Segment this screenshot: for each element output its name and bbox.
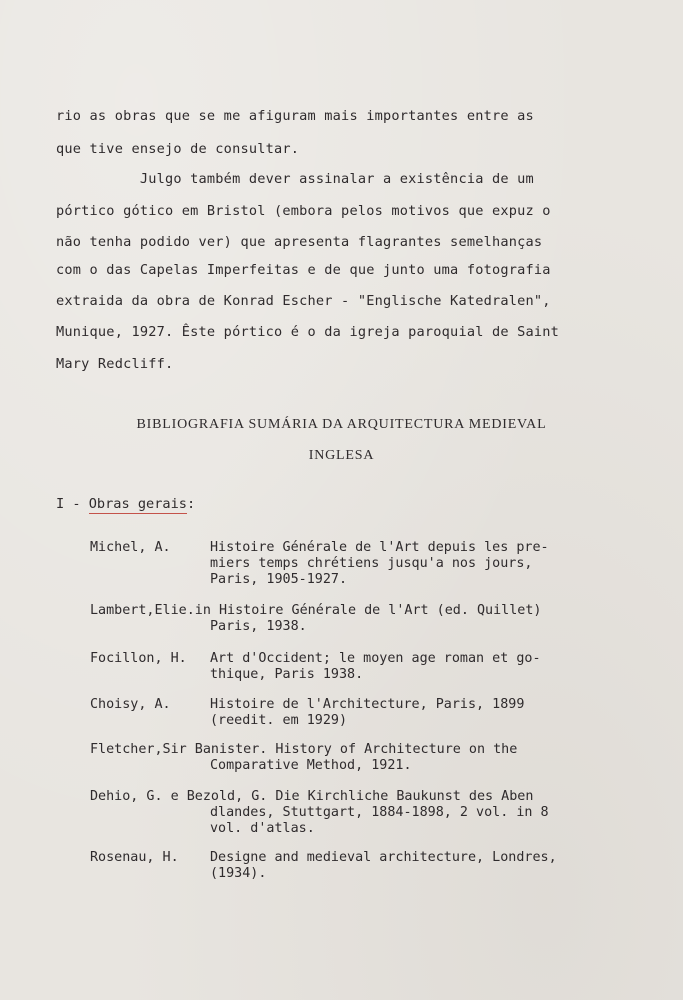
entry-text-line: miers temps chrétiens jusqu'a nos jours, — [210, 556, 533, 571]
section-title — [56, 496, 195, 512]
paragraph-line: Julgo também dever assinalar a existência de um — [56, 171, 534, 187]
section-colon: : — [186, 496, 196, 512]
entry-author: Focillon, H. — [90, 651, 187, 666]
entry-author: Choisy, A. — [90, 697, 171, 712]
paragraph-line: não tenha podido ver) que apresenta flagrantes semelhanças — [56, 234, 543, 250]
entry-text-line: (1934). — [210, 866, 267, 881]
entry-text-line: Comparative Method, 1921. — [210, 758, 412, 773]
entry-text-line: Histoire Générale de l'Art depuis les pre- — [210, 540, 549, 555]
paragraph-line: Mary Redcliff. — [56, 356, 174, 372]
entry-author: Michel, A. — [90, 540, 171, 555]
bibliography-heading: BIBLIOGRAFIA SUMÁRIA DA ARQUITECTURA MEDIEVAL — [136, 417, 547, 432]
paragraph-line: com o das Capelas Imperfeitas e de que junto uma fotografia — [56, 262, 551, 278]
entry-text-line: Art d'Occident; le moyen age roman et go- — [210, 651, 541, 666]
paragraph-line: pórtico gótico em Bristol (embora pelos motivos que expuz o — [56, 203, 551, 219]
paragraph-line: que tive ensejo de consultar. — [56, 141, 300, 157]
section-title-text: Obras gerais — [88, 496, 187, 512]
paragraph-line: extraida da obra de Konrad Escher - "Englische Katedralen", — [56, 293, 551, 309]
paragraph-line: rio as obras que se me afiguram mais importantes entre as — [56, 108, 534, 124]
entry-first-line: Dehio, G. e Bezold, G. Die Kirchliche Baukunst des Aben — [90, 789, 534, 804]
entry-text-line: Paris, 1938. — [210, 619, 307, 634]
entry-text-line: dlandes, Stuttgart, 1884-1898, 2 vol. in 8 — [210, 805, 549, 820]
entry-text-line: thique, Paris 1938. — [210, 667, 364, 682]
entry-text-line: Designe and medieval architecture, Londres, — [210, 850, 557, 865]
entry-text-line: (reedit. em 1929) — [210, 713, 348, 728]
entry-text-line: vol. d'atlas. — [210, 821, 315, 836]
section-number: I - — [56, 496, 89, 512]
entry-first-line: Lambert,Elie.in Histoire Générale de l'Art (ed. Quillet) — [90, 603, 542, 618]
bibliography-heading-continued: INGLESA — [308, 448, 375, 463]
paragraph-line: Munique, 1927. Êste pórtico é o da igreja paroquial de Saint — [56, 324, 560, 340]
bibliography-entry — [90, 850, 650, 930]
entry-text-line: Histoire de l'Architecture, Paris, 1899 — [210, 697, 525, 712]
entry-first-line: Fletcher,Sir Banister. History of Architecture on the — [90, 742, 518, 757]
entry-text-line: Paris, 1905-1927. — [210, 572, 348, 587]
entry-author: Rosenau, H. — [90, 850, 179, 865]
